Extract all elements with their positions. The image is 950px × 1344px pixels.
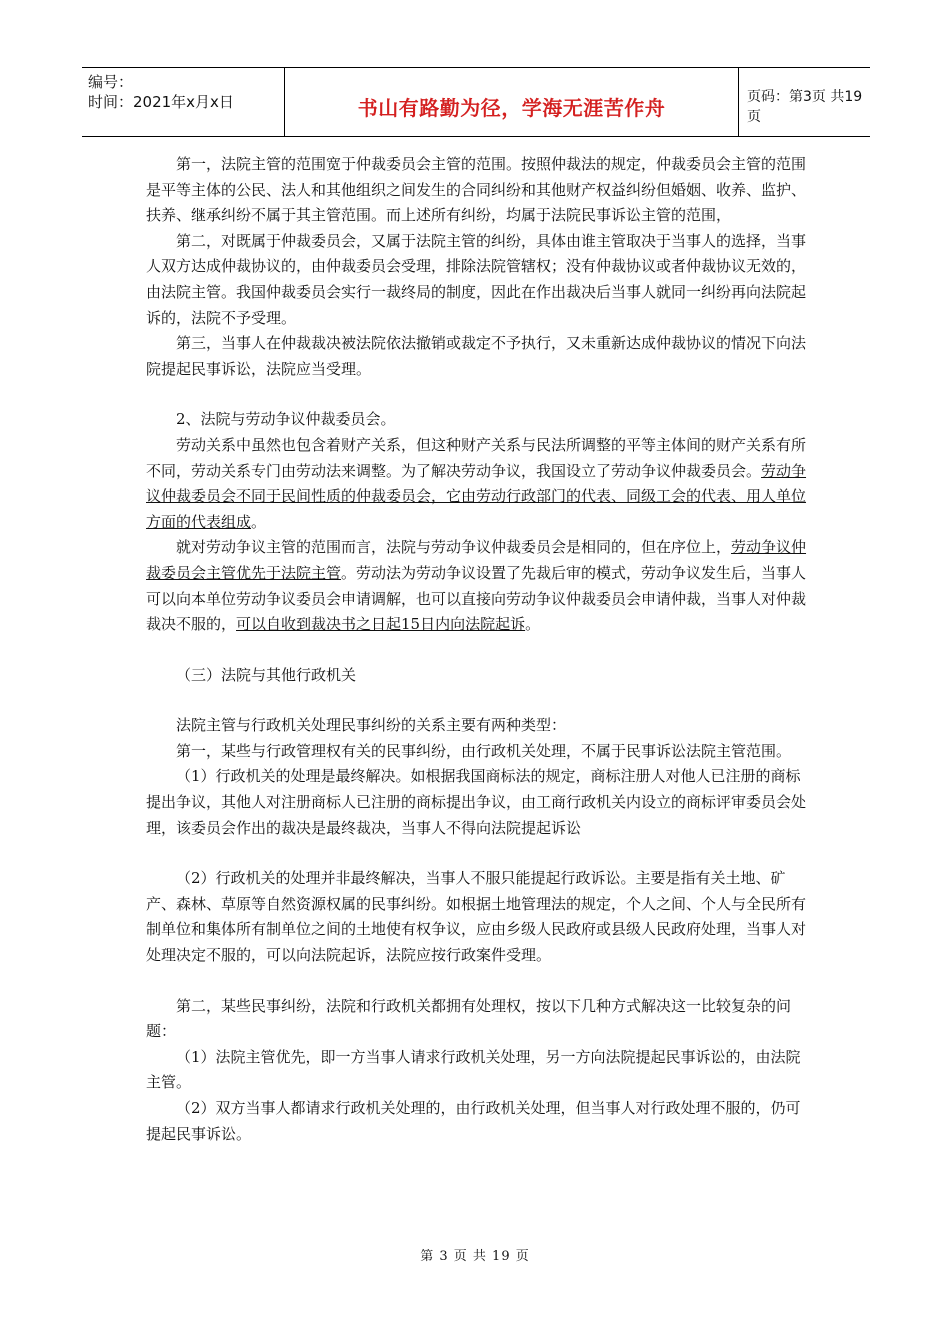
paragraph-text: 就对劳动争议主管的范围而言，法院与劳动争议仲裁委员会是相同的，但在序位上， <box>176 538 732 557</box>
paragraph: 第二，对既属于仲裁委员会，又属于法院主管的纠纷，具体由谁主管取决于当事人的选择，当事人双方达成仲裁协议的，由仲裁委员会受理，排除法院管辖权；没有仲裁协议或者仲裁协议无效的，由法院主管。我国仲裁委员会实行一裁终局的制度，因此在作出裁决后当事人就同一纠纷再向法院起诉的，法院不予受理。 <box>146 231 807 327</box>
section-heading: 2、法院与劳动争议仲裁委员会。 <box>176 410 396 429</box>
paragraph-text: 。劳动法为劳动争议设置了先裁后审的模式，劳动争议发生后，当事人可以向本单位劳动争议委员会申请调解，也可以直接向劳动争议仲裁委员会申请仲裁，当事人对仲裁裁决不服的， <box>146 563 807 634</box>
paragraph: 第三，当事人在仲裁裁决被法院依法撤销或裁定不予执行，又未重新达成仲裁协议的情况下向法院提起民事诉讼，法院应当受理。 <box>146 334 807 378</box>
paragraph-text: 。 <box>251 512 267 531</box>
page-footer: 第 3 页 共 19 页 <box>420 1249 530 1264</box>
paragraph: 第二，某些民事纠纷，法院和行政机关都拥有处理权，按以下几种方式解决这一比较复杂的问题： <box>146 996 792 1041</box>
paragraph: 第一，某些与行政管理权有关的民事纠纷，由行政机关处理，不属于民事诉讼法院主管范围。 <box>176 741 792 760</box>
paragraph <box>146 433 812 535</box>
header-meta <box>82 68 284 136</box>
document-number-label: 编号： <box>88 73 134 91</box>
section-heading: （三）法院与其他行政机关 <box>176 665 357 684</box>
paragraph: 第一，法院主管的范围宽于仲裁委员会主管的范围。按照仲裁法的规定，仲裁委员会主管的范围是平等主体的公民、法人和其他组织之间发生的合同纠纷和其他财产权益纠纷但婚姻、收养、监护、扶养、继承纠纷不属于其主管范围。而上述所有纠纷，均属于法院民事诉讼主管的范围， <box>146 155 807 225</box>
paragraph-text: 。 <box>525 615 541 634</box>
paragraph: 法院主管与行政机关处理民事纠纷的关系主要有两种类型： <box>176 716 567 735</box>
paragraph: （2）双方当事人都请求行政机关处理的，由行政机关处理，但当事人对行政处理不服的，仍可提起民事诉讼。 <box>146 1099 801 1143</box>
paragraph <box>146 535 812 637</box>
underlined-text: 可以自收到裁决书之日起15日内向法院起诉 <box>236 615 526 634</box>
paragraph: （1）行政机关的处理是最终解决。如根据我国商标法的规定，商标注册人对他人已注册的商标提出争议，其他人对注册商标人已注册的商标提出争议，由工商行政机关内设立的商标评审委员会处理，该委员会作出的裁决是最终裁决，当事人不得向法院提起诉讼 <box>146 767 807 837</box>
paragraph: （2）行政机关的处理并非最终解决，当事人不服只能提起行政诉讼。主要是指有关土地、矿产、森林、草原等自然资源权属的民事纠纷。如根据土地管理法的规定，个人之间、个人与全民所有制单位和集体所有制单位之间的土地使有权争议，应由乡级人民政府或县级人民政府处理，当事人对处理决定不服的，可以向法院起诉，法院应按行政案件受理。 <box>146 869 807 965</box>
document-body <box>146 152 812 1147</box>
page-header <box>82 67 870 137</box>
document-date-label: 时间：2021年x月x日 <box>88 93 234 111</box>
paragraph: （1）法院主管优先，即一方当事人请求行政机关处理，另一方向法院提起民事诉讼的，由法院主管。 <box>146 1047 801 1092</box>
paragraph-text: 劳动关系中虽然也包含着财产关系，但这种财产关系与民法所调整的平等主体间的财产关系有所不同，劳动关系专门由劳动法来调整。为了解决劳动争议，我国设立了劳动争议仲裁委员会。 <box>146 435 807 480</box>
header-page-number: 页码：第3页 共19页 <box>747 89 863 125</box>
underlined-text: 劳动争议仲裁委员会主管优先于法院主管 <box>146 538 807 582</box>
underlined-text: 劳动争议仲裁委员会不同于民间性质的仲裁委员会，它由劳动行政部门的代表、同级工会的代表、用人单位方面的代表组成 <box>146 461 807 531</box>
header-motto: 书山有路勤为径，学海无涯苦作舟 <box>284 68 739 136</box>
